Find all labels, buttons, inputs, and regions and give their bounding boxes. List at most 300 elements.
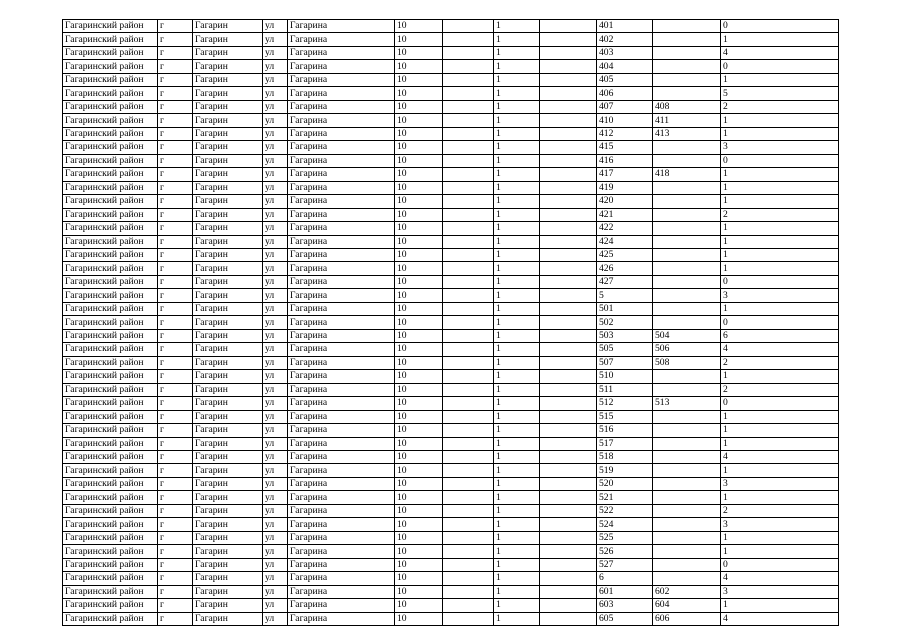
apartment-cell: 520	[597, 477, 653, 490]
settlement-cell: Гагарин	[193, 87, 263, 100]
entrance-cell: 1	[494, 262, 540, 275]
apartment-extra-cell	[653, 477, 721, 490]
apartment-extra-cell: 506	[653, 343, 721, 356]
building-cell	[443, 491, 494, 504]
settlement-cell: Гагарин	[193, 141, 263, 154]
street-type-cell: ул	[263, 316, 288, 329]
settlement-type-cell: г	[158, 248, 193, 261]
settlement-type-cell: г	[158, 383, 193, 396]
entrance-cell: 1	[494, 46, 540, 59]
settlement-type-cell: г	[158, 73, 193, 86]
count-cell: 3	[721, 141, 839, 154]
street-type-cell: ул	[263, 451, 288, 464]
entrance-cell: 1	[494, 518, 540, 531]
building-cell	[443, 114, 494, 127]
street-cell: Гагарина	[288, 558, 395, 571]
street-cell: Гагарина	[288, 464, 395, 477]
blank-cell	[540, 316, 597, 329]
apartment-cell: 412	[597, 127, 653, 140]
settlement-cell: Гагарин	[193, 154, 263, 167]
building-cell	[443, 208, 494, 221]
district-cell: Гагаринский район	[63, 262, 158, 275]
settlement-type-cell: г	[158, 33, 193, 46]
blank-cell	[540, 87, 597, 100]
apartment-extra-cell	[653, 248, 721, 261]
settlement-type-cell: г	[158, 451, 193, 464]
building-cell	[443, 248, 494, 261]
building-cell	[443, 127, 494, 140]
settlement-cell: Гагарин	[193, 235, 263, 248]
count-cell: 4	[721, 46, 839, 59]
apartment-extra-cell	[653, 60, 721, 73]
building-cell	[443, 477, 494, 490]
district-cell: Гагаринский район	[63, 599, 158, 612]
house-cell: 10	[395, 531, 443, 544]
entrance-cell: 1	[494, 208, 540, 221]
street-cell: Гагарина	[288, 316, 395, 329]
apartment-extra-cell	[653, 275, 721, 288]
apartment-extra-cell	[653, 558, 721, 571]
house-cell: 10	[395, 612, 443, 625]
settlement-cell: Гагарин	[193, 195, 263, 208]
settlement-cell: Гагарин	[193, 531, 263, 544]
count-cell: 2	[721, 504, 839, 517]
table-row	[63, 275, 839, 288]
building-cell	[443, 316, 494, 329]
entrance-cell: 1	[494, 33, 540, 46]
apartment-extra-cell	[653, 154, 721, 167]
apartment-cell: 527	[597, 558, 653, 571]
house-cell: 10	[395, 343, 443, 356]
settlement-cell: Гагарин	[193, 248, 263, 261]
street-cell: Гагарина	[288, 477, 395, 490]
entrance-cell: 1	[494, 275, 540, 288]
settlement-cell: Гагарин	[193, 168, 263, 181]
house-cell: 10	[395, 168, 443, 181]
settlement-type-cell: г	[158, 208, 193, 221]
table-row	[63, 329, 839, 342]
building-cell	[443, 20, 494, 33]
district-cell: Гагаринский район	[63, 195, 158, 208]
street-type-cell: ул	[263, 127, 288, 140]
apartment-extra-cell	[653, 370, 721, 383]
house-cell: 10	[395, 477, 443, 490]
apartment-extra-cell	[653, 451, 721, 464]
building-cell	[443, 235, 494, 248]
apartment-cell: 519	[597, 464, 653, 477]
count-cell: 6	[721, 329, 839, 342]
settlement-type-cell: г	[158, 329, 193, 342]
entrance-cell: 1	[494, 343, 540, 356]
district-cell: Гагаринский район	[63, 491, 158, 504]
apartment-extra-cell	[653, 545, 721, 558]
settlement-type-cell: г	[158, 181, 193, 194]
blank-cell	[540, 275, 597, 288]
settlement-type-cell: г	[158, 585, 193, 598]
blank-cell	[540, 437, 597, 450]
house-cell: 10	[395, 114, 443, 127]
apartment-extra-cell: 411	[653, 114, 721, 127]
street-cell: Гагарина	[288, 87, 395, 100]
settlement-cell: Гагарин	[193, 222, 263, 235]
district-cell: Гагаринский район	[63, 73, 158, 86]
district-cell: Гагаринский район	[63, 545, 158, 558]
street-type-cell: ул	[263, 275, 288, 288]
count-cell: 1	[721, 248, 839, 261]
settlement-cell: Гагарин	[193, 383, 263, 396]
apartment-cell: 511	[597, 383, 653, 396]
entrance-cell: 1	[494, 127, 540, 140]
street-cell: Гагарина	[288, 329, 395, 342]
apartment-extra-cell	[653, 235, 721, 248]
entrance-cell: 1	[494, 316, 540, 329]
entrance-cell: 1	[494, 370, 540, 383]
apartment-cell: 521	[597, 491, 653, 504]
apartment-cell: 406	[597, 87, 653, 100]
apartment-cell: 601	[597, 585, 653, 598]
district-cell: Гагаринский район	[63, 424, 158, 437]
house-cell: 10	[395, 585, 443, 598]
apartment-extra-cell	[653, 181, 721, 194]
building-cell	[443, 370, 494, 383]
apartment-extra-cell	[653, 208, 721, 221]
blank-cell	[540, 73, 597, 86]
street-type-cell: ул	[263, 599, 288, 612]
building-cell	[443, 424, 494, 437]
settlement-cell: Гагарин	[193, 275, 263, 288]
apartment-extra-cell	[653, 46, 721, 59]
district-cell: Гагаринский район	[63, 410, 158, 423]
count-cell: 1	[721, 127, 839, 140]
apartment-extra-cell	[653, 572, 721, 585]
district-cell: Гагаринский район	[63, 316, 158, 329]
house-cell: 10	[395, 397, 443, 410]
district-cell: Гагаринский район	[63, 127, 158, 140]
settlement-cell: Гагарин	[193, 585, 263, 598]
street-cell: Гагарина	[288, 100, 395, 113]
street-cell: Гагарина	[288, 60, 395, 73]
building-cell	[443, 289, 494, 302]
street-type-cell: ул	[263, 477, 288, 490]
count-cell: 1	[721, 195, 839, 208]
house-cell: 10	[395, 289, 443, 302]
street-type-cell: ул	[263, 87, 288, 100]
street-type-cell: ул	[263, 397, 288, 410]
entrance-cell: 1	[494, 100, 540, 113]
building-cell	[443, 275, 494, 288]
table-row	[63, 410, 839, 423]
table-row	[63, 316, 839, 329]
apartment-cell: 410	[597, 114, 653, 127]
count-cell: 1	[721, 545, 839, 558]
district-cell: Гагаринский район	[63, 46, 158, 59]
building-cell	[443, 558, 494, 571]
street-cell: Гагарина	[288, 289, 395, 302]
apartment-extra-cell	[653, 464, 721, 477]
house-cell: 10	[395, 370, 443, 383]
address-table	[62, 19, 839, 626]
apartment-extra-cell	[653, 302, 721, 315]
apartment-extra-cell	[653, 222, 721, 235]
count-cell: 3	[721, 518, 839, 531]
settlement-cell: Гагарин	[193, 302, 263, 315]
district-cell: Гагаринский район	[63, 477, 158, 490]
settlement-type-cell: г	[158, 222, 193, 235]
building-cell	[443, 302, 494, 315]
district-cell: Гагаринский район	[63, 383, 158, 396]
street-cell: Гагарина	[288, 222, 395, 235]
apartment-cell: 525	[597, 531, 653, 544]
table-row	[63, 437, 839, 450]
house-cell: 10	[395, 410, 443, 423]
house-cell: 10	[395, 424, 443, 437]
street-type-cell: ул	[263, 154, 288, 167]
apartment-cell: 515	[597, 410, 653, 423]
district-cell: Гагаринский район	[63, 181, 158, 194]
apartment-extra-cell	[653, 87, 721, 100]
settlement-cell: Гагарин	[193, 127, 263, 140]
street-type-cell: ул	[263, 262, 288, 275]
street-type-cell: ул	[263, 491, 288, 504]
settlement-cell: Гагарин	[193, 356, 263, 369]
table-row	[63, 46, 839, 59]
settlement-type-cell: г	[158, 599, 193, 612]
street-cell: Гагарина	[288, 545, 395, 558]
apartment-extra-cell: 508	[653, 356, 721, 369]
street-type-cell: ул	[263, 168, 288, 181]
street-type-cell: ул	[263, 612, 288, 625]
street-cell: Гагарина	[288, 437, 395, 450]
house-cell: 10	[395, 262, 443, 275]
entrance-cell: 1	[494, 235, 540, 248]
entrance-cell: 1	[494, 168, 540, 181]
spreadsheet-page	[62, 19, 838, 626]
street-cell: Гагарина	[288, 585, 395, 598]
street-cell: Гагарина	[288, 275, 395, 288]
street-type-cell: ул	[263, 585, 288, 598]
building-cell	[443, 195, 494, 208]
settlement-type-cell: г	[158, 437, 193, 450]
building-cell	[443, 464, 494, 477]
street-cell: Гагарина	[288, 424, 395, 437]
district-cell: Гагаринский район	[63, 275, 158, 288]
settlement-cell: Гагарин	[193, 329, 263, 342]
settlement-cell: Гагарин	[193, 289, 263, 302]
entrance-cell: 1	[494, 558, 540, 571]
district-cell: Гагаринский район	[63, 356, 158, 369]
blank-cell	[540, 222, 597, 235]
count-cell: 1	[721, 168, 839, 181]
house-cell: 10	[395, 87, 443, 100]
blank-cell	[540, 289, 597, 302]
blank-cell	[540, 599, 597, 612]
entrance-cell: 1	[494, 504, 540, 517]
apartment-extra-cell	[653, 73, 721, 86]
settlement-type-cell: г	[158, 46, 193, 59]
settlement-type-cell: г	[158, 558, 193, 571]
street-cell: Гагарина	[288, 410, 395, 423]
settlement-cell: Гагарин	[193, 558, 263, 571]
district-cell: Гагаринский район	[63, 208, 158, 221]
street-type-cell: ул	[263, 73, 288, 86]
apartment-cell: 419	[597, 181, 653, 194]
settlement-type-cell: г	[158, 424, 193, 437]
blank-cell	[540, 181, 597, 194]
settlement-cell: Гагарин	[193, 464, 263, 477]
blank-cell	[540, 302, 597, 315]
table-row	[63, 558, 839, 571]
street-type-cell: ул	[263, 343, 288, 356]
entrance-cell: 1	[494, 87, 540, 100]
entrance-cell: 1	[494, 531, 540, 544]
blank-cell	[540, 343, 597, 356]
apartment-cell: 524	[597, 518, 653, 531]
building-cell	[443, 518, 494, 531]
building-cell	[443, 451, 494, 464]
settlement-type-cell: г	[158, 20, 193, 33]
street-type-cell: ул	[263, 370, 288, 383]
blank-cell	[540, 329, 597, 342]
count-cell: 5	[721, 87, 839, 100]
count-cell: 1	[721, 531, 839, 544]
building-cell	[443, 329, 494, 342]
street-type-cell: ул	[263, 437, 288, 450]
settlement-cell: Гагарин	[193, 114, 263, 127]
count-cell: 2	[721, 356, 839, 369]
count-cell: 1	[721, 222, 839, 235]
street-cell: Гагарина	[288, 531, 395, 544]
table-row	[63, 451, 839, 464]
settlement-type-cell: г	[158, 545, 193, 558]
building-cell	[443, 168, 494, 181]
blank-cell	[540, 208, 597, 221]
settlement-cell: Гагарин	[193, 370, 263, 383]
street-type-cell: ул	[263, 504, 288, 517]
street-cell: Гагарина	[288, 73, 395, 86]
house-cell: 10	[395, 545, 443, 558]
settlement-type-cell: г	[158, 262, 193, 275]
house-cell: 10	[395, 504, 443, 517]
apartment-extra-cell	[653, 289, 721, 302]
street-type-cell: ул	[263, 545, 288, 558]
settlement-type-cell: г	[158, 60, 193, 73]
street-cell: Гагарина	[288, 262, 395, 275]
building-cell	[443, 154, 494, 167]
settlement-cell: Гагарин	[193, 73, 263, 86]
apartment-extra-cell	[653, 504, 721, 517]
blank-cell	[540, 504, 597, 517]
settlement-cell: Гагарин	[193, 572, 263, 585]
house-cell: 10	[395, 599, 443, 612]
count-cell: 1	[721, 599, 839, 612]
settlement-type-cell: г	[158, 477, 193, 490]
blank-cell	[540, 100, 597, 113]
entrance-cell: 1	[494, 491, 540, 504]
street-cell: Гагарина	[288, 397, 395, 410]
district-cell: Гагаринский район	[63, 33, 158, 46]
apartment-cell: 415	[597, 141, 653, 154]
table-row	[63, 491, 839, 504]
district-cell: Гагаринский район	[63, 572, 158, 585]
settlement-type-cell: г	[158, 154, 193, 167]
settlement-type-cell: г	[158, 168, 193, 181]
table-row	[63, 531, 839, 544]
settlement-type-cell: г	[158, 275, 193, 288]
blank-cell	[540, 248, 597, 261]
street-cell: Гагарина	[288, 491, 395, 504]
entrance-cell: 1	[494, 410, 540, 423]
entrance-cell: 1	[494, 572, 540, 585]
street-cell: Гагарина	[288, 33, 395, 46]
district-cell: Гагаринский район	[63, 222, 158, 235]
apartment-cell: 425	[597, 248, 653, 261]
settlement-cell: Гагарин	[193, 545, 263, 558]
table-row	[63, 248, 839, 261]
table-row	[63, 222, 839, 235]
table-row	[63, 127, 839, 140]
district-cell: Гагаринский район	[63, 114, 158, 127]
street-type-cell: ул	[263, 20, 288, 33]
district-cell: Гагаринский район	[63, 329, 158, 342]
street-cell: Гагарина	[288, 504, 395, 517]
apartment-cell: 6	[597, 572, 653, 585]
apartment-cell: 422	[597, 222, 653, 235]
count-cell: 1	[721, 302, 839, 315]
table-row	[63, 154, 839, 167]
count-cell: 0	[721, 154, 839, 167]
count-cell: 0	[721, 20, 839, 33]
table-row	[63, 235, 839, 248]
blank-cell	[540, 531, 597, 544]
district-cell: Гагаринский район	[63, 451, 158, 464]
apartment-extra-cell: 408	[653, 100, 721, 113]
street-type-cell: ул	[263, 60, 288, 73]
street-cell: Гагарина	[288, 20, 395, 33]
blank-cell	[540, 545, 597, 558]
table-row	[63, 195, 839, 208]
district-cell: Гагаринский район	[63, 612, 158, 625]
street-cell: Гагарина	[288, 370, 395, 383]
street-type-cell: ул	[263, 383, 288, 396]
settlement-type-cell: г	[158, 127, 193, 140]
street-type-cell: ул	[263, 558, 288, 571]
settlement-cell: Гагарин	[193, 397, 263, 410]
street-cell: Гагарина	[288, 181, 395, 194]
house-cell: 10	[395, 437, 443, 450]
entrance-cell: 1	[494, 141, 540, 154]
settlement-type-cell: г	[158, 370, 193, 383]
apartment-extra-cell	[653, 491, 721, 504]
street-cell: Гагарина	[288, 154, 395, 167]
district-cell: Гагаринский район	[63, 87, 158, 100]
building-cell	[443, 545, 494, 558]
settlement-type-cell: г	[158, 612, 193, 625]
street-cell: Гагарина	[288, 248, 395, 261]
settlement-cell: Гагарин	[193, 518, 263, 531]
entrance-cell: 1	[494, 248, 540, 261]
building-cell	[443, 181, 494, 194]
table-row	[63, 168, 839, 181]
apartment-extra-cell	[653, 262, 721, 275]
street-type-cell: ул	[263, 141, 288, 154]
table-row	[63, 33, 839, 46]
building-cell	[443, 599, 494, 612]
table-row	[63, 572, 839, 585]
table-row	[63, 73, 839, 86]
count-cell: 1	[721, 235, 839, 248]
blank-cell	[540, 585, 597, 598]
house-cell: 10	[395, 275, 443, 288]
